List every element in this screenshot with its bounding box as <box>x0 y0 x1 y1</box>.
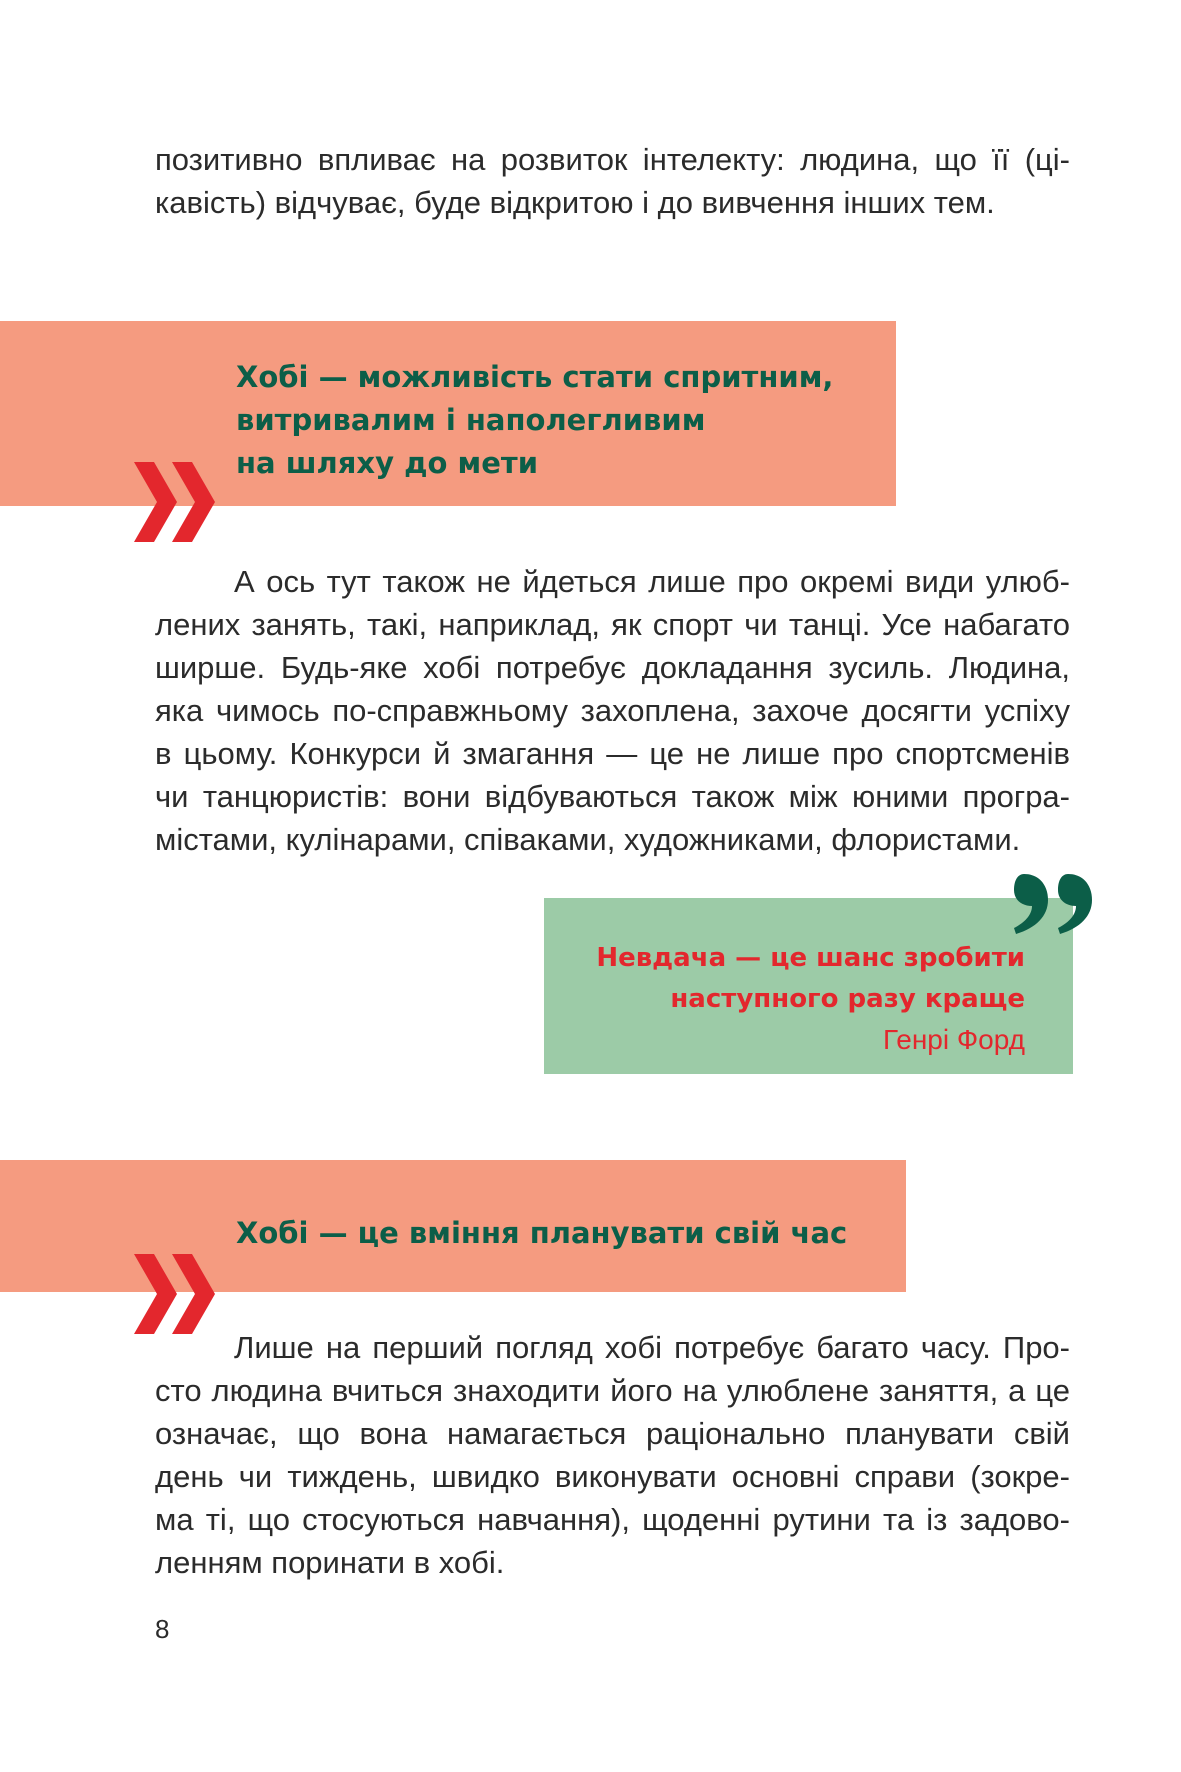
quote-line: наступного разу краще <box>670 984 1025 1014</box>
quote-band-text <box>236 356 833 485</box>
quote-author: Генрі Форд <box>882 1024 1025 1055</box>
quote-line: Невдача — це шанс зробити <box>596 943 1025 973</box>
famous-quote-box <box>544 898 1073 1074</box>
text-line: позитивно впливає на розвиток інтелекту: людина, що її (ці- <box>155 142 1070 177</box>
red-double-chevron-icon <box>132 460 222 550</box>
quote-band-text <box>236 1212 847 1255</box>
text-line: ширше. Будь-яке хобі потребує докладання зусиль. Людина, <box>155 650 1070 685</box>
text-line: сто людина вчиться знаходити його на улюблене заняття, а це <box>155 1373 1070 1408</box>
text-line: ленням поринати в хобі. <box>155 1545 505 1580</box>
text-line: А ось тут також не йдеться лише про окремі види улюб- <box>234 564 1070 599</box>
text-line: лених занять, такі, наприклад, як спорт чи танці. Усе набагато <box>155 607 1070 642</box>
text-line: яка чимось по-справжньому захоплена, захоче досягти успіху <box>155 693 1070 728</box>
text-line: чи танцюристів: вони відбуваються також між юними програ- <box>155 779 1070 814</box>
green-closing-quote-icon <box>1010 868 1100 938</box>
text-line: Лише на перший погляд хобі потребує багато часу. Про- <box>234 1330 1070 1365</box>
body-paragraph <box>155 1326 1070 1584</box>
page-number: 8 <box>155 1614 170 1644</box>
text-line: день чи тиждень, швидко виконувати основні справи (зокре- <box>155 1459 1070 1494</box>
intro-paragraph <box>155 138 1070 224</box>
text-line: ма ті, що стосуються навчання), щоденні рутини та із задово- <box>155 1502 1070 1537</box>
text-line: містами, кулінарами, співаками, художниками, флористами. <box>155 822 1021 857</box>
quote-line: Хобі — можливість стати спритним, <box>236 360 834 394</box>
quote-line: Хобі — це вміння планувати свій час <box>236 1216 848 1250</box>
text-line: кавість) відчуває, буде відкритою і до вивчення інших тем. <box>155 185 995 220</box>
famous-quote-text <box>596 938 1025 1020</box>
quote-line: витривалим і наполегливим <box>236 403 706 437</box>
text-line: в цьому. Конкурси й змагання — це не лише про спортсменів <box>155 736 1070 771</box>
text-line: означає, що вона намагається раціонально планувати свій <box>155 1416 1070 1451</box>
quote-line: на шляху до мети <box>236 446 539 480</box>
body-paragraph <box>155 560 1070 861</box>
